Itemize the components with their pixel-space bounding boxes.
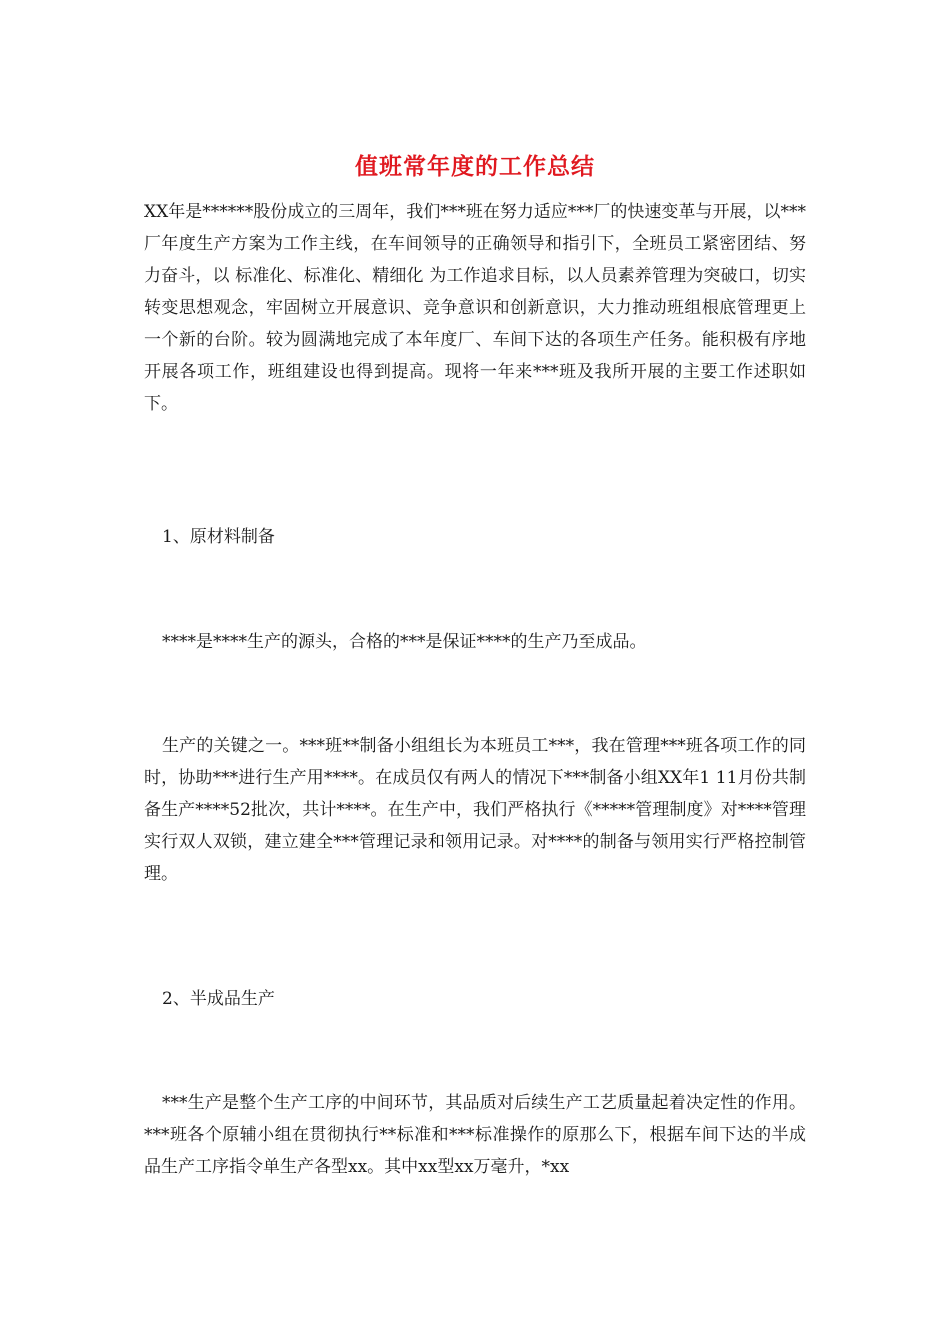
document-title: 值班常年度的工作总结: [355, 153, 595, 180]
intro-paragraph: XX年是******股份成立的三周年，我们***班在努力适应***厂的快速变革与开展，以***厂年度生产方案为工作主线，在车间领导的正确领导和指引下，全班员工紧密团结、努力奋斗，以 标准化、标准化、精细化 为工作追求目标，以人员素养管理为突破口，切实转变思想观念，牢固树立开展意识、竞争意识和创新意识，大力推动班组根底管理更上一个新的台阶。较为圆满地完成了本年度厂、车间下达的各项生产任务。能积极有序地开展各项工作，班组建设也得到提高。现将一年来***班及我所开展的主要工作述职如下。: [144, 202, 806, 414]
document-page: [144, 0, 806, 1344]
section1-paragraph-1: ****是****生产的源头，合格的***是保证****的生产乃至成品。: [162, 632, 647, 652]
section-heading-raw-material: 1、原材料制备: [162, 527, 275, 547]
section2-paragraph-1: ***生产是整个生产工序的中间环节，其品质对后续生产工艺质量起着决定性的作用。***班各个原辅小组在贯彻执行**标准和***标准操作的原那么下，根据车间下达的半成品生产工序指令单生产各型xx。其中xx型xx万毫升，*xx: [144, 1093, 806, 1177]
section-heading-semi-finished: 2、半成品生产: [162, 989, 275, 1009]
section1-paragraph-2: 生产的关键之一。***班**制备小组组长为本班员工***，我在管理***班各项工作的同时，协助***进行生产用****。在成员仅有两人的情况下***制备小组XX年1 11月份共制备生产****52批次，共计****。在生产中，我们严格执行《*****管理制度》对****管理实行双人双锁，建立建全***管理记录和领用记录。对****的制备与领用实行严格控制管理。: [144, 736, 806, 884]
